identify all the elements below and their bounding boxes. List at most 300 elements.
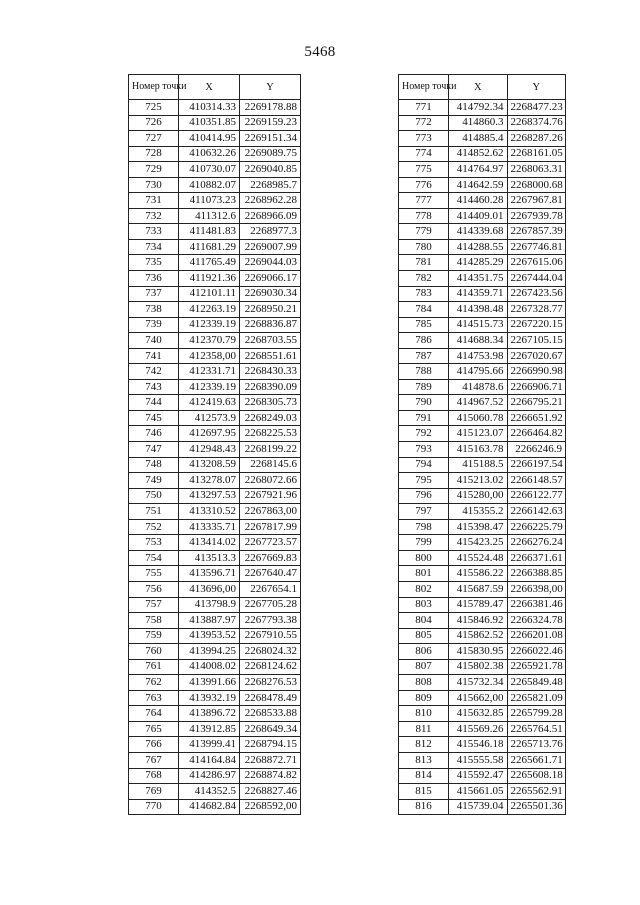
cell-x: 415862.52 bbox=[449, 628, 508, 644]
cell-y: 2267857.39 bbox=[507, 224, 566, 240]
table-row bbox=[129, 659, 301, 675]
cell-point-number: 727 bbox=[129, 131, 179, 147]
cell-point-number: 725 bbox=[129, 100, 179, 116]
cell-y: 2268063.31 bbox=[507, 162, 566, 178]
table-row bbox=[129, 302, 301, 318]
cell-point-number: 729 bbox=[129, 162, 179, 178]
header-point-number: Номер точки bbox=[129, 75, 179, 100]
table-row bbox=[129, 146, 301, 162]
cell-x: 415163.78 bbox=[449, 442, 508, 458]
cell-y: 2268703.55 bbox=[240, 333, 301, 349]
table-row bbox=[399, 799, 566, 815]
cell-point-number: 735 bbox=[129, 255, 179, 271]
table-row bbox=[399, 302, 566, 318]
cell-y: 2267793.38 bbox=[240, 613, 301, 629]
cell-y: 2267705.28 bbox=[240, 597, 301, 613]
cell-point-number: 769 bbox=[129, 784, 179, 800]
cell-x: 415060.78 bbox=[449, 410, 508, 426]
header-point-number: Номер точки bbox=[399, 75, 449, 100]
table-row bbox=[399, 473, 566, 489]
cell-x: 412419.63 bbox=[179, 395, 240, 411]
table-row bbox=[129, 131, 301, 147]
cell-x: 412263.19 bbox=[179, 302, 240, 318]
table-row bbox=[399, 442, 566, 458]
table-row bbox=[399, 488, 566, 504]
cell-x: 413887.97 bbox=[179, 613, 240, 629]
table-row bbox=[129, 395, 301, 411]
table-row bbox=[399, 519, 566, 535]
cell-x: 412370.79 bbox=[179, 333, 240, 349]
cell-x: 415732.34 bbox=[449, 675, 508, 691]
cell-x: 414398.48 bbox=[449, 302, 508, 318]
cell-x: 415398.47 bbox=[449, 519, 508, 535]
table-row bbox=[129, 566, 301, 582]
cell-point-number: 760 bbox=[129, 644, 179, 660]
table-row bbox=[129, 177, 301, 193]
table-row bbox=[129, 426, 301, 442]
cell-point-number: 791 bbox=[399, 410, 449, 426]
cell-x: 410414.95 bbox=[179, 131, 240, 147]
cell-x: 413596.71 bbox=[179, 566, 240, 582]
table-row bbox=[399, 550, 566, 566]
table-row bbox=[129, 721, 301, 737]
table-row bbox=[399, 535, 566, 551]
cell-y: 2267654.1 bbox=[240, 581, 301, 597]
table-row bbox=[399, 752, 566, 768]
cell-x: 414339.68 bbox=[449, 224, 508, 240]
cell-point-number: 751 bbox=[129, 504, 179, 520]
cell-x: 414409.01 bbox=[449, 208, 508, 224]
cell-point-number: 761 bbox=[129, 659, 179, 675]
table-row bbox=[129, 317, 301, 333]
cell-x: 413696,00 bbox=[179, 581, 240, 597]
cell-x: 413953.52 bbox=[179, 628, 240, 644]
cell-point-number: 772 bbox=[399, 115, 449, 131]
cell-x: 413932.19 bbox=[179, 690, 240, 706]
cell-x: 411312.6 bbox=[179, 208, 240, 224]
cell-point-number: 776 bbox=[399, 177, 449, 193]
cell-x: 414795.66 bbox=[449, 364, 508, 380]
cell-x: 414352.5 bbox=[179, 784, 240, 800]
cell-y: 2265501.36 bbox=[507, 799, 566, 815]
cell-y: 2266398,00 bbox=[507, 581, 566, 597]
cell-x: 414359.71 bbox=[449, 286, 508, 302]
cell-point-number: 814 bbox=[399, 768, 449, 784]
table-row bbox=[399, 659, 566, 675]
cell-y: 2267444.04 bbox=[507, 271, 566, 287]
table-row bbox=[129, 768, 301, 784]
cell-y: 2268985.7 bbox=[240, 177, 301, 193]
cell-y: 2268977.3 bbox=[240, 224, 301, 240]
cell-x: 413208.59 bbox=[179, 457, 240, 473]
cell-point-number: 788 bbox=[399, 364, 449, 380]
cell-y: 2268966.09 bbox=[240, 208, 301, 224]
cell-y: 2265713.76 bbox=[507, 737, 566, 753]
table-row bbox=[399, 426, 566, 442]
table-row bbox=[129, 488, 301, 504]
cell-x: 415546.18 bbox=[449, 737, 508, 753]
cell-y: 2269178.88 bbox=[240, 100, 301, 116]
cell-x: 415687.59 bbox=[449, 581, 508, 597]
cell-x: 415661.05 bbox=[449, 784, 508, 800]
cell-x: 415802.38 bbox=[449, 659, 508, 675]
cell-point-number: 730 bbox=[129, 177, 179, 193]
cell-y: 2265849.48 bbox=[507, 675, 566, 691]
cell-y: 2268872.71 bbox=[240, 752, 301, 768]
cell-y: 2268199.22 bbox=[240, 442, 301, 458]
cell-x: 415555.58 bbox=[449, 752, 508, 768]
cell-y: 2266324.78 bbox=[507, 613, 566, 629]
table-row bbox=[399, 333, 566, 349]
table-row bbox=[129, 333, 301, 349]
cell-point-number: 758 bbox=[129, 613, 179, 629]
cell-point-number: 813 bbox=[399, 752, 449, 768]
cell-x: 414164.84 bbox=[179, 752, 240, 768]
cell-x: 412948.43 bbox=[179, 442, 240, 458]
cell-y: 2268225.53 bbox=[240, 426, 301, 442]
cell-y: 2268390.09 bbox=[240, 379, 301, 395]
table-row bbox=[129, 675, 301, 691]
cell-point-number: 733 bbox=[129, 224, 179, 240]
cell-y: 2268124.62 bbox=[240, 659, 301, 675]
cell-x: 415586.22 bbox=[449, 566, 508, 582]
table-row bbox=[129, 364, 301, 380]
cell-x: 415524.48 bbox=[449, 550, 508, 566]
cell-point-number: 766 bbox=[129, 737, 179, 753]
cell-x: 414286.97 bbox=[179, 768, 240, 784]
cell-point-number: 799 bbox=[399, 535, 449, 551]
cell-x: 415355.2 bbox=[449, 504, 508, 520]
cell-point-number: 775 bbox=[399, 162, 449, 178]
cell-x: 414792.34 bbox=[449, 100, 508, 116]
table-row bbox=[399, 410, 566, 426]
table-row bbox=[129, 550, 301, 566]
cell-point-number: 767 bbox=[129, 752, 179, 768]
cell-x: 411681.29 bbox=[179, 239, 240, 255]
table-row bbox=[129, 162, 301, 178]
table-row bbox=[399, 613, 566, 629]
cell-point-number: 808 bbox=[399, 675, 449, 691]
cell-point-number: 783 bbox=[399, 286, 449, 302]
cell-point-number: 777 bbox=[399, 193, 449, 209]
table-row bbox=[129, 348, 301, 364]
cell-y: 2268477.23 bbox=[507, 100, 566, 116]
cell-y: 2266276.24 bbox=[507, 535, 566, 551]
cell-point-number: 809 bbox=[399, 690, 449, 706]
cell-y: 2268592,00 bbox=[240, 799, 301, 815]
cell-point-number: 726 bbox=[129, 115, 179, 131]
coordinates-table-right bbox=[398, 74, 566, 815]
cell-point-number: 805 bbox=[399, 628, 449, 644]
cell-x: 414460.28 bbox=[449, 193, 508, 209]
cell-point-number: 759 bbox=[129, 628, 179, 644]
cell-y: 2265921.78 bbox=[507, 659, 566, 675]
cell-x: 414515.73 bbox=[449, 317, 508, 333]
table-row bbox=[129, 410, 301, 426]
table-row bbox=[399, 146, 566, 162]
cell-x: 411765.49 bbox=[179, 255, 240, 271]
cell-y: 2267615.06 bbox=[507, 255, 566, 271]
cell-x: 413335.71 bbox=[179, 519, 240, 535]
table-row bbox=[129, 193, 301, 209]
cell-point-number: 798 bbox=[399, 519, 449, 535]
cell-y: 2266371.61 bbox=[507, 550, 566, 566]
cell-point-number: 746 bbox=[129, 426, 179, 442]
cell-point-number: 785 bbox=[399, 317, 449, 333]
cell-point-number: 801 bbox=[399, 566, 449, 582]
cell-point-number: 750 bbox=[129, 488, 179, 504]
cell-point-number: 748 bbox=[129, 457, 179, 473]
table-row bbox=[129, 752, 301, 768]
cell-y: 2266225.79 bbox=[507, 519, 566, 535]
cell-y: 2268874.82 bbox=[240, 768, 301, 784]
cell-point-number: 797 bbox=[399, 504, 449, 520]
cell-x: 414852.62 bbox=[449, 146, 508, 162]
cell-y: 2267328.77 bbox=[507, 302, 566, 318]
coordinates-table-left bbox=[128, 74, 301, 815]
cell-x: 410730.07 bbox=[179, 162, 240, 178]
cell-y: 2267640.47 bbox=[240, 566, 301, 582]
cell-x: 414885.4 bbox=[449, 131, 508, 147]
table-row bbox=[399, 706, 566, 722]
cell-y: 2269151.34 bbox=[240, 131, 301, 147]
cell-point-number: 739 bbox=[129, 317, 179, 333]
cell-point-number: 812 bbox=[399, 737, 449, 753]
cell-point-number: 752 bbox=[129, 519, 179, 535]
cell-y: 2268374.76 bbox=[507, 115, 566, 131]
table-row bbox=[129, 519, 301, 535]
table-row bbox=[399, 737, 566, 753]
cell-x: 414878.6 bbox=[449, 379, 508, 395]
cell-y: 2269089.75 bbox=[240, 146, 301, 162]
cell-point-number: 757 bbox=[129, 597, 179, 613]
table-row bbox=[129, 535, 301, 551]
cell-x: 413994.25 bbox=[179, 644, 240, 660]
cell-y: 2266651.92 bbox=[507, 410, 566, 426]
cell-y: 2268794.15 bbox=[240, 737, 301, 753]
cell-y: 2268836.87 bbox=[240, 317, 301, 333]
table-row bbox=[129, 255, 301, 271]
cell-x: 411921.36 bbox=[179, 271, 240, 287]
table-row bbox=[399, 628, 566, 644]
cell-point-number: 744 bbox=[129, 395, 179, 411]
cell-x: 412573.9 bbox=[179, 410, 240, 426]
table-row bbox=[129, 799, 301, 815]
cell-x: 413310.52 bbox=[179, 504, 240, 520]
table-row bbox=[129, 239, 301, 255]
cell-y: 2265562.91 bbox=[507, 784, 566, 800]
table-row bbox=[129, 613, 301, 629]
cell-point-number: 790 bbox=[399, 395, 449, 411]
cell-point-number: 781 bbox=[399, 255, 449, 271]
cell-y: 2269159.23 bbox=[240, 115, 301, 131]
cell-point-number: 780 bbox=[399, 239, 449, 255]
cell-x: 413912.85 bbox=[179, 721, 240, 737]
cell-x: 412339.19 bbox=[179, 317, 240, 333]
cell-point-number: 728 bbox=[129, 146, 179, 162]
cell-y: 2267863,00 bbox=[240, 504, 301, 520]
cell-point-number: 800 bbox=[399, 550, 449, 566]
cell-y: 2266388.85 bbox=[507, 566, 566, 582]
cell-x: 412339.19 bbox=[179, 379, 240, 395]
table-row bbox=[399, 597, 566, 613]
cell-x: 412358,00 bbox=[179, 348, 240, 364]
cell-x: 413297.53 bbox=[179, 488, 240, 504]
cell-point-number: 762 bbox=[129, 675, 179, 691]
cell-x: 412697.95 bbox=[179, 426, 240, 442]
table-body-left bbox=[129, 100, 301, 815]
cell-x: 415632.85 bbox=[449, 706, 508, 722]
cell-x: 414764.97 bbox=[449, 162, 508, 178]
table-row bbox=[399, 317, 566, 333]
cell-point-number: 756 bbox=[129, 581, 179, 597]
cell-y: 2266906.71 bbox=[507, 379, 566, 395]
cell-x: 410882.07 bbox=[179, 177, 240, 193]
cell-y: 2269044.03 bbox=[240, 255, 301, 271]
cell-point-number: 736 bbox=[129, 271, 179, 287]
cell-y: 2268161.05 bbox=[507, 146, 566, 162]
cell-point-number: 807 bbox=[399, 659, 449, 675]
cell-x: 414285.29 bbox=[449, 255, 508, 271]
cell-x: 412101.11 bbox=[179, 286, 240, 302]
cell-point-number: 747 bbox=[129, 442, 179, 458]
cell-y: 2268305.73 bbox=[240, 395, 301, 411]
header-x: X bbox=[449, 75, 508, 100]
cell-x: 413798.9 bbox=[179, 597, 240, 613]
cell-y: 2268478.49 bbox=[240, 690, 301, 706]
table-row bbox=[129, 100, 301, 116]
table-row bbox=[129, 581, 301, 597]
cell-x: 413991.66 bbox=[179, 675, 240, 691]
cell-point-number: 763 bbox=[129, 690, 179, 706]
cell-y: 2268249.03 bbox=[240, 410, 301, 426]
cell-x: 415830.95 bbox=[449, 644, 508, 660]
cell-point-number: 816 bbox=[399, 799, 449, 815]
cell-point-number: 732 bbox=[129, 208, 179, 224]
cell-point-number: 755 bbox=[129, 566, 179, 582]
cell-x: 410314.33 bbox=[179, 100, 240, 116]
cell-point-number: 784 bbox=[399, 302, 449, 318]
table-row bbox=[399, 457, 566, 473]
table-row bbox=[129, 737, 301, 753]
cell-y: 2269030.34 bbox=[240, 286, 301, 302]
cell-x: 411073.23 bbox=[179, 193, 240, 209]
cell-y: 2266381.46 bbox=[507, 597, 566, 613]
table-row bbox=[399, 131, 566, 147]
cell-point-number: 815 bbox=[399, 784, 449, 800]
table-header-row bbox=[129, 75, 301, 100]
header-y: Y bbox=[240, 75, 301, 100]
table-row bbox=[399, 644, 566, 660]
cell-y: 2267921.96 bbox=[240, 488, 301, 504]
cell-point-number: 793 bbox=[399, 442, 449, 458]
table-row bbox=[399, 177, 566, 193]
cell-x: 414642.59 bbox=[449, 177, 508, 193]
header-x: X bbox=[179, 75, 240, 100]
cell-x: 411481.83 bbox=[179, 224, 240, 240]
cell-y: 2267967.81 bbox=[507, 193, 566, 209]
cell-point-number: 802 bbox=[399, 581, 449, 597]
table-row bbox=[129, 442, 301, 458]
cell-y: 2268000.68 bbox=[507, 177, 566, 193]
cell-x: 414688.34 bbox=[449, 333, 508, 349]
cell-y: 2265661.71 bbox=[507, 752, 566, 768]
cell-y: 2267020.67 bbox=[507, 348, 566, 364]
cell-x: 415739.04 bbox=[449, 799, 508, 815]
cell-x: 414351.75 bbox=[449, 271, 508, 287]
cell-point-number: 740 bbox=[129, 333, 179, 349]
cell-point-number: 773 bbox=[399, 131, 449, 147]
cell-y: 2266246.9 bbox=[507, 442, 566, 458]
table-row bbox=[399, 193, 566, 209]
table-row bbox=[129, 504, 301, 520]
cell-y: 2268827.46 bbox=[240, 784, 301, 800]
cell-x: 414682.84 bbox=[179, 799, 240, 815]
cell-x: 415123.07 bbox=[449, 426, 508, 442]
cell-point-number: 741 bbox=[129, 348, 179, 364]
cell-y: 2266148.57 bbox=[507, 473, 566, 489]
table-row bbox=[129, 644, 301, 660]
cell-y: 2265764.51 bbox=[507, 721, 566, 737]
cell-y: 2269007.99 bbox=[240, 239, 301, 255]
cell-y: 2266464.82 bbox=[507, 426, 566, 442]
cell-x: 413896.72 bbox=[179, 706, 240, 722]
cell-x: 414008.02 bbox=[179, 659, 240, 675]
table-row bbox=[399, 239, 566, 255]
table-row bbox=[399, 255, 566, 271]
cell-point-number: 810 bbox=[399, 706, 449, 722]
cell-y: 2268649.34 bbox=[240, 721, 301, 737]
table-row bbox=[129, 706, 301, 722]
cell-point-number: 737 bbox=[129, 286, 179, 302]
cell-x: 415789.47 bbox=[449, 597, 508, 613]
table-row bbox=[129, 457, 301, 473]
cell-y: 2266795.21 bbox=[507, 395, 566, 411]
cell-y: 2265608.18 bbox=[507, 768, 566, 784]
cell-y: 2268024.32 bbox=[240, 644, 301, 660]
table-header-row bbox=[399, 75, 566, 100]
table-row bbox=[129, 690, 301, 706]
table-row bbox=[399, 364, 566, 380]
cell-x: 415188.5 bbox=[449, 457, 508, 473]
cell-point-number: 796 bbox=[399, 488, 449, 504]
cell-point-number: 786 bbox=[399, 333, 449, 349]
cell-y: 2266990.98 bbox=[507, 364, 566, 380]
table-row bbox=[129, 473, 301, 489]
cell-point-number: 778 bbox=[399, 208, 449, 224]
cell-x: 415423.25 bbox=[449, 535, 508, 551]
table-row bbox=[399, 224, 566, 240]
cell-y: 2269040.85 bbox=[240, 162, 301, 178]
table-row bbox=[399, 286, 566, 302]
cell-point-number: 803 bbox=[399, 597, 449, 613]
cell-y: 2268950.21 bbox=[240, 302, 301, 318]
cell-point-number: 782 bbox=[399, 271, 449, 287]
table-row bbox=[399, 566, 566, 582]
cell-point-number: 770 bbox=[129, 799, 179, 815]
cell-point-number: 804 bbox=[399, 613, 449, 629]
cell-point-number: 811 bbox=[399, 721, 449, 737]
table-row bbox=[399, 379, 566, 395]
table-row bbox=[399, 784, 566, 800]
cell-x: 413513.3 bbox=[179, 550, 240, 566]
cell-y: 2266197.54 bbox=[507, 457, 566, 473]
cell-point-number: 745 bbox=[129, 410, 179, 426]
cell-x: 415846.92 bbox=[449, 613, 508, 629]
cell-y: 2266201.08 bbox=[507, 628, 566, 644]
table-row bbox=[399, 162, 566, 178]
cell-y: 2267910.55 bbox=[240, 628, 301, 644]
